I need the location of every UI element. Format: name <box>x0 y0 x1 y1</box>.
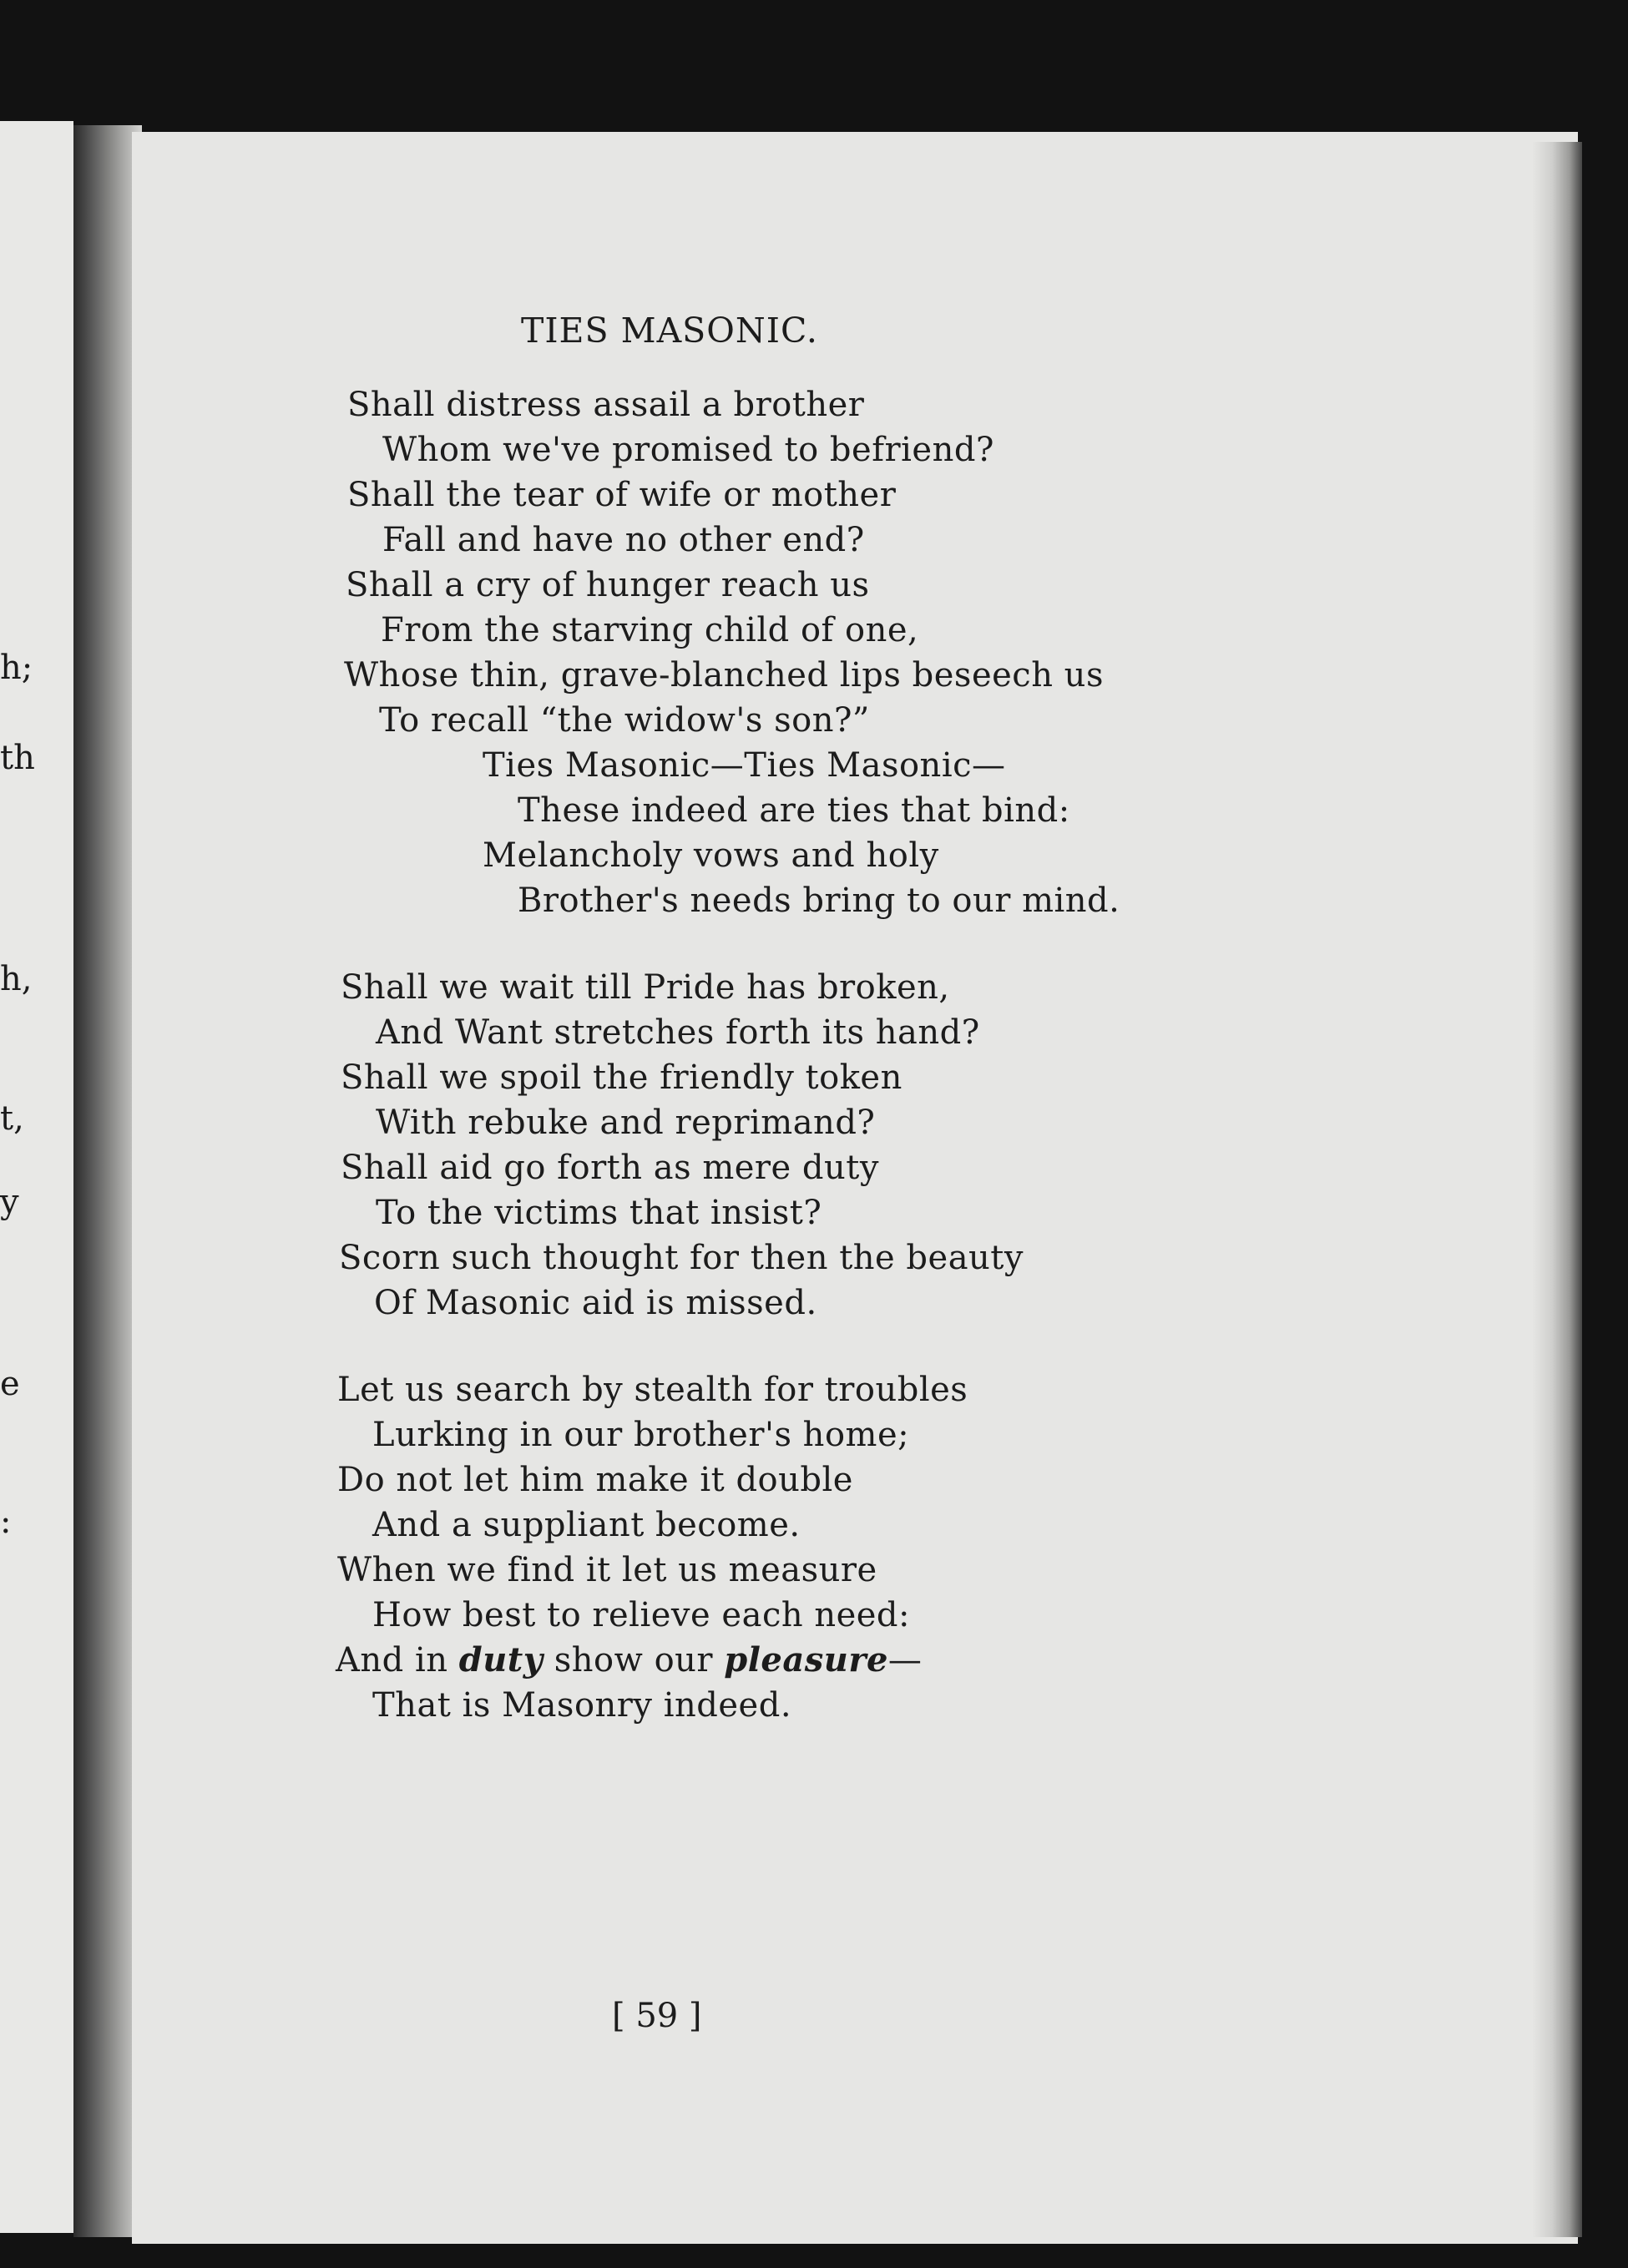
poem-line: Whom we've promised to befriend? <box>382 431 994 469</box>
poem-line: Shall aid go forth as mere duty <box>341 1149 879 1187</box>
left-page-edge <box>0 121 73 2233</box>
right-page <box>132 132 1578 2244</box>
chorus-line: Brother's needs bring to our mind. <box>518 881 1120 920</box>
chorus-line: Ties Masonic—Ties Masonic— <box>483 746 1006 785</box>
chorus-line: Melancholy vows and holy <box>483 836 939 875</box>
poem-line: Shall we spoil the friendly token <box>341 1058 902 1097</box>
left-fragment: y <box>0 1183 19 1221</box>
left-fragment: h, <box>0 960 33 998</box>
poem-line: Shall distress assail a brother <box>347 386 865 424</box>
poem-line: Do not let him make it double <box>337 1461 853 1499</box>
left-fragment: e <box>0 1365 20 1403</box>
line-text: show our <box>543 1641 725 1680</box>
poem-line: To the victims that insist? <box>376 1194 822 1232</box>
poem <box>132 132 1578 2244</box>
page-number: [ 59 ] <box>612 1997 702 2035</box>
poem-line: And Want stretches forth its hand? <box>376 1013 980 1052</box>
poem-line: Let us search by stealth for troubles <box>337 1371 968 1409</box>
chorus-line: These indeed are ties that bind: <box>518 791 1070 830</box>
italic-word: pleasure <box>724 1640 888 1680</box>
poem-line: That is Masonry indeed. <box>372 1686 792 1725</box>
poem-line: Shall a cry of hunger reach us <box>346 566 870 604</box>
italic-word: duty <box>458 1640 544 1680</box>
poem-line: How best to relieve each need: <box>372 1596 911 1634</box>
left-fragment: : <box>0 1503 12 1541</box>
poem-line: To recall “the widow's son?” <box>379 701 870 740</box>
poem-line: Whose thin, grave-blanched lips beseech us <box>344 656 1104 695</box>
poem-line: When we find it let us measure <box>337 1551 877 1589</box>
poem-line: And a suppliant become. <box>372 1506 801 1544</box>
poem-line: Of Masonic aid is missed. <box>374 1284 817 1322</box>
page-right-edge-shadow <box>1532 142 1582 2237</box>
poem-line: Fall and have no other end? <box>382 521 865 559</box>
line-text: — <box>887 1641 923 1680</box>
poem-line: With rebuke and reprimand? <box>376 1104 876 1142</box>
poem-line: Shall the tear of wife or mother <box>347 476 897 514</box>
left-fragment: h; <box>0 649 33 687</box>
left-fragment: th <box>0 739 35 777</box>
left-fragment: t, <box>0 1099 24 1138</box>
poem-title: TIES MASONIC. <box>521 311 818 351</box>
poem-line: From the starving child of one, <box>381 611 919 649</box>
poem-line: Scorn such thought for then the beauty <box>339 1239 1024 1277</box>
poem-line: Lurking in our brother's home; <box>372 1416 910 1454</box>
poem-line: Shall we wait till Pride has broken, <box>341 968 950 1007</box>
line-text: And in <box>336 1641 459 1680</box>
poem-line-emphasis <box>336 1639 922 1681</box>
